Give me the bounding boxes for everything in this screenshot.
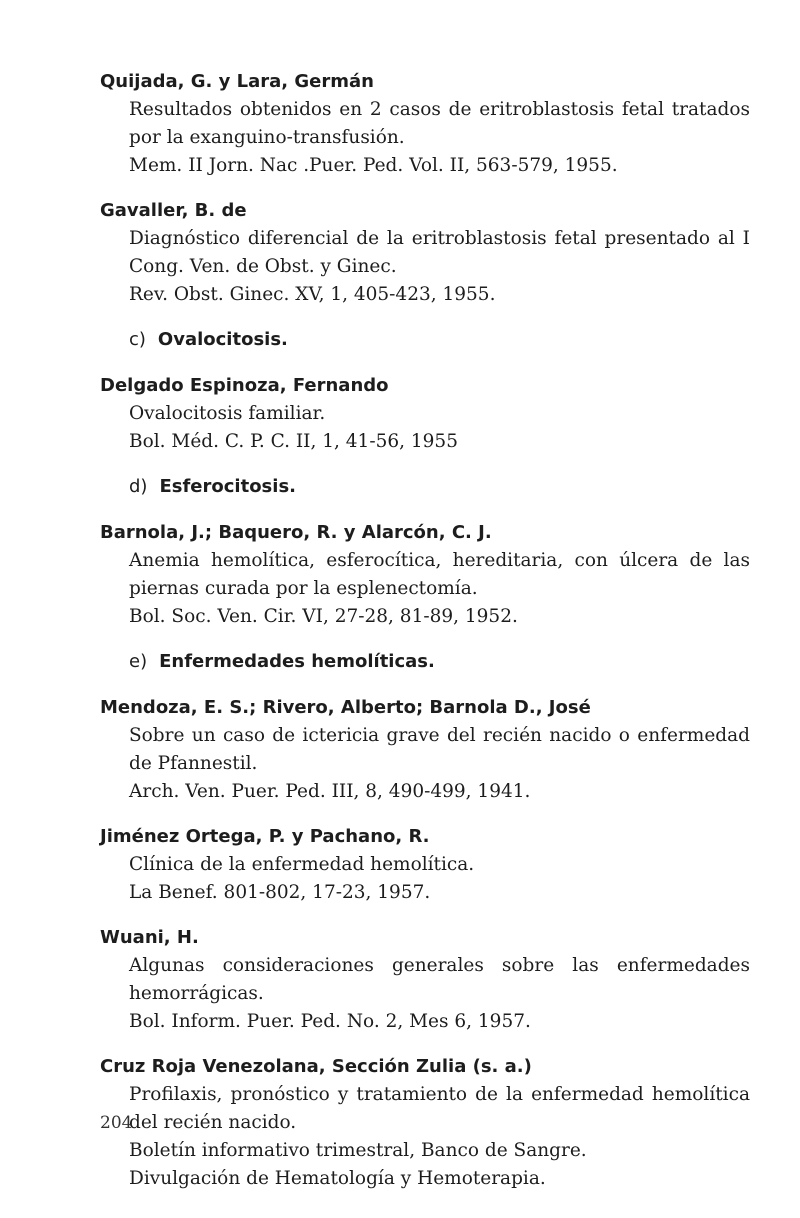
- entry-title: Sobre un caso de ictericia grave del recién nacido o enfermedad de Pfannestil.: [129, 725, 750, 774]
- bibliography-entry: [100, 1053, 750, 1193]
- entry-author: Cruz Roja Venezolana, Sección Zulia (s. a.): [100, 1056, 532, 1077]
- entry-body: [100, 722, 750, 806]
- entry-citation: Bol. Méd. C. P. C. II, 1, 41-56, 1955: [129, 431, 458, 452]
- entry-body: [100, 400, 750, 456]
- entry-title: Resultados obtenidos en 2 casos de eritroblastosis fetal tratados por la exanguino-transfusión.: [129, 99, 750, 148]
- entry-title: Anemia hemolítica, esferocítica, hereditaria, con úlcera de las piernas curada por la esplenectomía.: [129, 550, 750, 599]
- entry-citation: Bol. Soc. Ven. Cir. VI, 27-28, 81-89, 1952.: [129, 606, 518, 627]
- entry-author: Delgado Espinoza, Fernando: [100, 375, 389, 396]
- entry-citation: Boletín informativo trimestral, Banco de Sangre.: [129, 1140, 587, 1161]
- section-letter: c): [129, 329, 146, 350]
- entry-title: Clínica de la enfermedad hemolítica.: [129, 854, 475, 875]
- entry-title: Algunas consideraciones generales sobre las enfermedades hemorrágicas.: [129, 955, 750, 1004]
- entry-body: [100, 96, 750, 180]
- section-title: Ovalocitosis.: [157, 329, 288, 350]
- entry-body: [100, 1081, 750, 1193]
- entry-citation: Divulgación de Hematología y Hemoterapia.: [129, 1168, 546, 1189]
- entry-citation: Arch. Ven. Puer. Ped. III, 8, 490-499, 1941.: [129, 781, 531, 802]
- entry-author: Jiménez Ortega, P. y Pachano, R.: [100, 826, 430, 847]
- section-heading: [100, 326, 750, 354]
- entry-title: Ovalocitosis familiar.: [129, 403, 326, 424]
- page-number: 204: [100, 1113, 133, 1133]
- bibliography-entry: [100, 68, 750, 180]
- entry-body: [100, 851, 750, 907]
- section-title: Enfermedades hemolíticas.: [159, 651, 435, 672]
- section-heading: [100, 473, 750, 501]
- bibliography-entry: [100, 823, 750, 907]
- entry-author: Wuani, H.: [100, 927, 199, 948]
- entry-body: [100, 225, 750, 309]
- entry-title: Diagnóstico diferencial de la eritroblastosis fetal presentado al I Cong. Ven. de Obst. y Ginec.: [129, 228, 750, 277]
- entry-author: Quijada, G. y Lara, Germán: [100, 71, 374, 92]
- bibliography-page: [100, 68, 750, 1210]
- bibliography-entry: [100, 197, 750, 309]
- section-letter: e): [129, 651, 148, 672]
- entry-author: Gavaller, B. de: [100, 200, 247, 221]
- entry-title: Profilaxis, pronóstico y tratamiento de la enfermedad hemolítica del recién nacido.: [129, 1084, 750, 1133]
- entry-author: Barnola, J.; Baquero, R. y Alarcón, C. J.: [100, 522, 492, 543]
- section-heading: [100, 648, 750, 676]
- entry-body: [100, 952, 750, 1036]
- entry-citation: La Benef. 801-802, 17-23, 1957.: [129, 882, 431, 903]
- entry-body: [100, 547, 750, 631]
- entry-citation: Rev. Obst. Ginec. XV, 1, 405-423, 1955.: [129, 284, 496, 305]
- bibliography-entry: [100, 519, 750, 631]
- bibliography-entry: [100, 924, 750, 1036]
- section-letter: d): [129, 476, 148, 497]
- entry-author: Mendoza, E. S.; Rivero, Alberto; Barnola D., José: [100, 697, 591, 718]
- section-title: Esferocitosis.: [159, 476, 296, 497]
- bibliography-entry: [100, 694, 750, 806]
- entry-citation: Bol. Inform. Puer. Ped. No. 2, Mes 6, 1957.: [129, 1011, 531, 1032]
- entry-citation: Mem. II Jorn. Nac .Puer. Ped. Vol. II, 563-579, 1955.: [129, 155, 618, 176]
- bibliography-entry: [100, 372, 750, 456]
